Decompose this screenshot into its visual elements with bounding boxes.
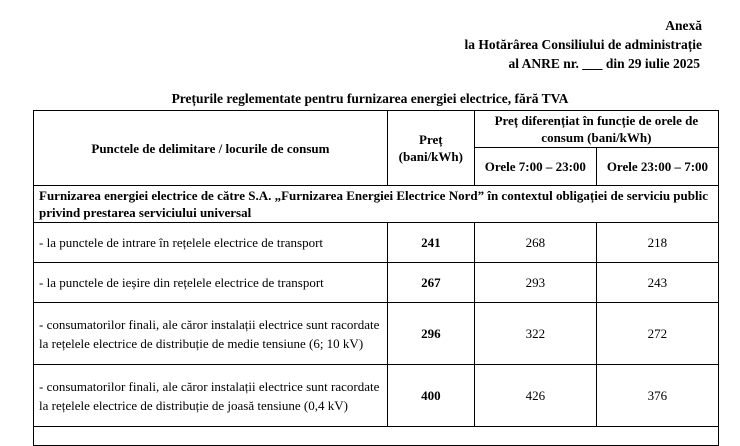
annex-decision: la Hotărârea Consiliului de administrație xyxy=(464,37,702,52)
row-night-price: 218 xyxy=(596,223,718,263)
row-day-price: 293 xyxy=(474,263,596,303)
row-night-price: 272 xyxy=(596,303,718,365)
table-title: Prețurile reglementate pentru furnizarea energiei electrice, fără TVA xyxy=(171,91,569,106)
table-row xyxy=(34,303,719,365)
annex-header xyxy=(464,16,702,73)
price-table xyxy=(33,110,719,446)
row-night-price: 376 xyxy=(596,365,718,427)
row-label: - consumatorilor finali, ale căror instalații electrice sunt racordate la rețelele electrice de distribuție de medie tensiune (6; 10 kV) xyxy=(34,303,388,365)
table-row xyxy=(34,365,719,427)
annex-decision-number: al ANRE nr. ___ din 29 iulie 2025 xyxy=(508,56,700,71)
row-price: 296 xyxy=(387,303,474,365)
table-row-cut-off xyxy=(34,427,719,446)
row-label: - consumatorilor finali, ale căror instalații electrice sunt racordate la rețelele electrice de distribuție de joasă tensiune (0,4 kV) xyxy=(34,365,388,427)
header-day-hours: Orele 7:00 – 23:00 xyxy=(474,148,596,186)
row-label: - la punctele de ieșire din rețelele electrice de transport xyxy=(34,263,388,303)
row-day-price: 322 xyxy=(474,303,596,365)
row-night-price: 243 xyxy=(596,263,718,303)
row-price: 241 xyxy=(387,223,474,263)
row-price: 267 xyxy=(387,263,474,303)
section-row: Furnizarea energiei electrice de către S.A. „Furnizarea Energiei Electrice Nord” în contextul obligației de serviciu public privind prestarea serviciului universal xyxy=(34,186,719,223)
header-location: Punctele de delimitare / locurile de consum xyxy=(34,111,388,186)
header-price: Preț (bani/kWh) xyxy=(387,111,474,186)
row-label: - la punctele de intrare în rețelele electrice de transport xyxy=(34,223,388,263)
table-row xyxy=(34,263,719,303)
header-night-hours: Orele 23:00 – 7:00 xyxy=(596,148,718,186)
table-row xyxy=(34,223,719,263)
row-day-price: 268 xyxy=(474,223,596,263)
truncated-row xyxy=(34,427,719,446)
row-day-price: 426 xyxy=(474,365,596,427)
row-price: 400 xyxy=(387,365,474,427)
annex-title: Anexă xyxy=(665,18,702,33)
header-differentiated-price: Preț diferențiat în funcție de orele de consum (bani/kWh) xyxy=(474,111,718,148)
